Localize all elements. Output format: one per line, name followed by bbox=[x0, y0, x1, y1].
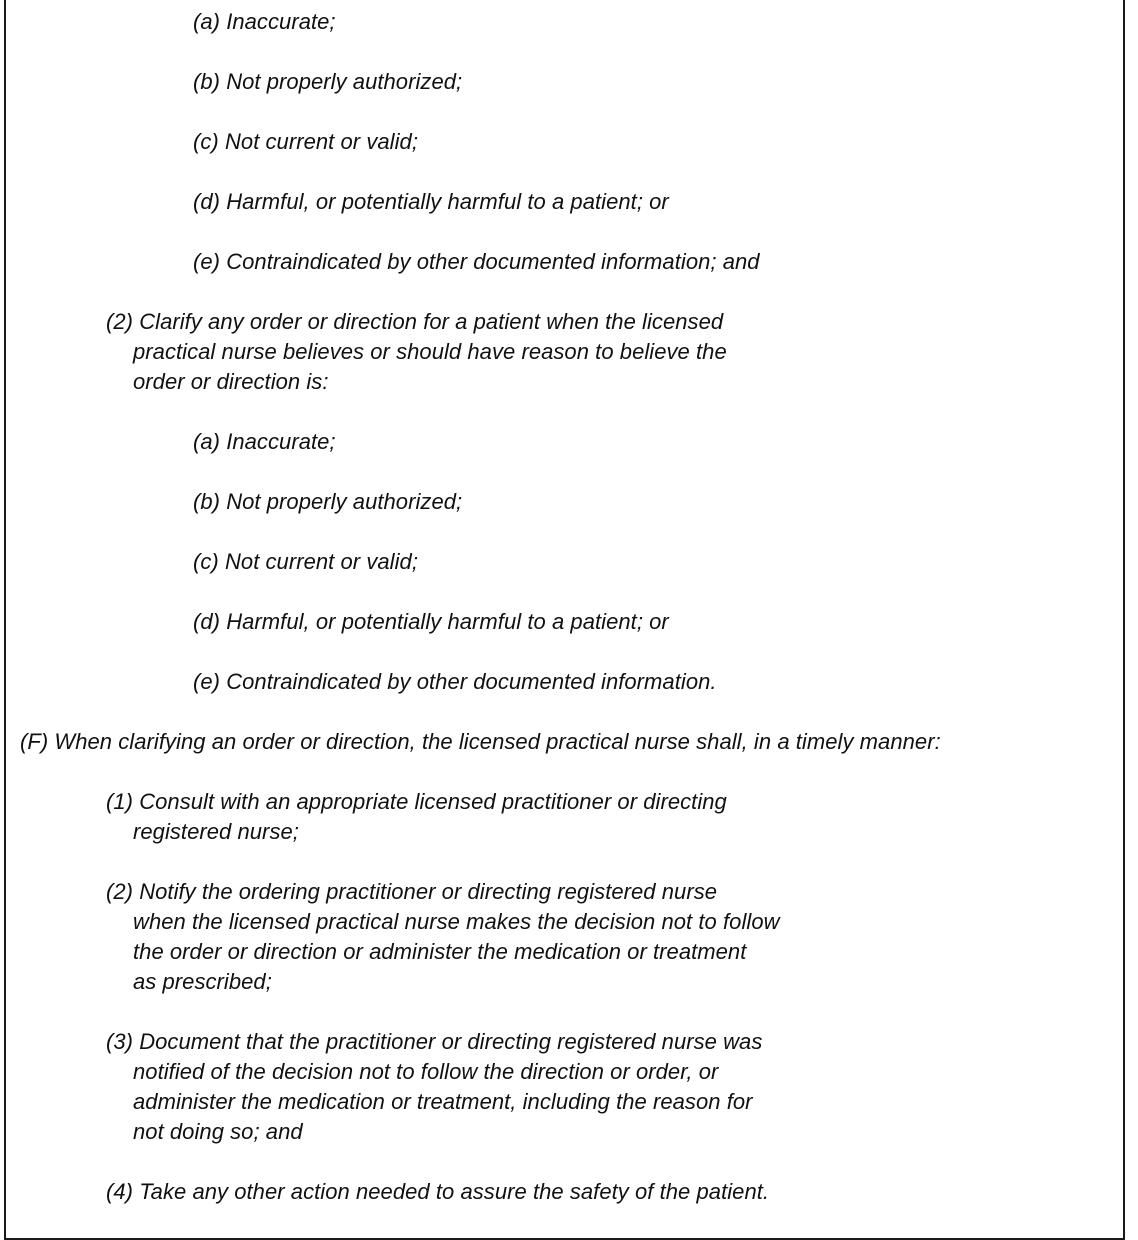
item-2-subitem-a: (a) Inaccurate; bbox=[193, 429, 336, 454]
subitem-a-inaccurate: (a) Inaccurate; bbox=[193, 9, 336, 34]
f-item-2-line-3: the order or direction or administer the medication or treatment bbox=[133, 939, 747, 964]
item-2-subitem-b: (b) Not properly authorized; bbox=[193, 489, 463, 514]
item-2-subitem-c: (c) Not current or valid; bbox=[193, 549, 418, 574]
f-item-4-line-1: (4) Take any other action needed to assure the safety of the patient. bbox=[106, 1179, 770, 1204]
item-2-subitem-d: (d) Harmful, or potentially harmful to a patient; or bbox=[193, 609, 669, 634]
f-item-3-line-4: not doing so; and bbox=[133, 1119, 303, 1144]
f-item-3-line-2: notified of the decision not to follow the direction or order, or bbox=[133, 1059, 719, 1084]
f-item-1-line-1: (1) Consult with an appropriate licensed practitioner or directing bbox=[106, 789, 727, 814]
f-item-3-line-1: (3) Document that the practitioner or directing registered nurse was bbox=[106, 1029, 763, 1054]
f-item-2-line-2: when the licensed practical nurse makes the decision not to follow bbox=[133, 909, 780, 934]
f-item-2-line-4: as prescribed; bbox=[133, 969, 272, 994]
item-2-clarify-line-3: order or direction is: bbox=[133, 369, 329, 394]
subitem-d-harmful: (d) Harmful, or potentially harmful to a patient; or bbox=[193, 189, 669, 214]
subitem-e-contraindicated: (e) Contraindicated by other documented information; and bbox=[193, 249, 760, 274]
f-item-3-line-3: administer the medication or treatment, including the reason for bbox=[133, 1089, 753, 1114]
item-2-clarify-line-2: practical nurse believes or should have reason to believe the bbox=[133, 339, 727, 364]
subitem-c-not-current: (c) Not current or valid; bbox=[193, 129, 418, 154]
item-2-clarify-line-1: (2) Clarify any order or direction for a patient when the licensed bbox=[106, 309, 724, 334]
f-item-1-line-2: registered nurse; bbox=[133, 819, 299, 844]
f-item-2-line-1: (2) Notify the ordering practitioner or directing registered nurse bbox=[106, 879, 718, 904]
item-2-subitem-e: (e) Contraindicated by other documented information. bbox=[193, 669, 717, 694]
subitem-b-not-authorized: (b) Not properly authorized; bbox=[193, 69, 463, 94]
section-f-heading: (F) When clarifying an order or direction, the licensed practical nurse shall, in a timely manner: bbox=[20, 729, 941, 754]
